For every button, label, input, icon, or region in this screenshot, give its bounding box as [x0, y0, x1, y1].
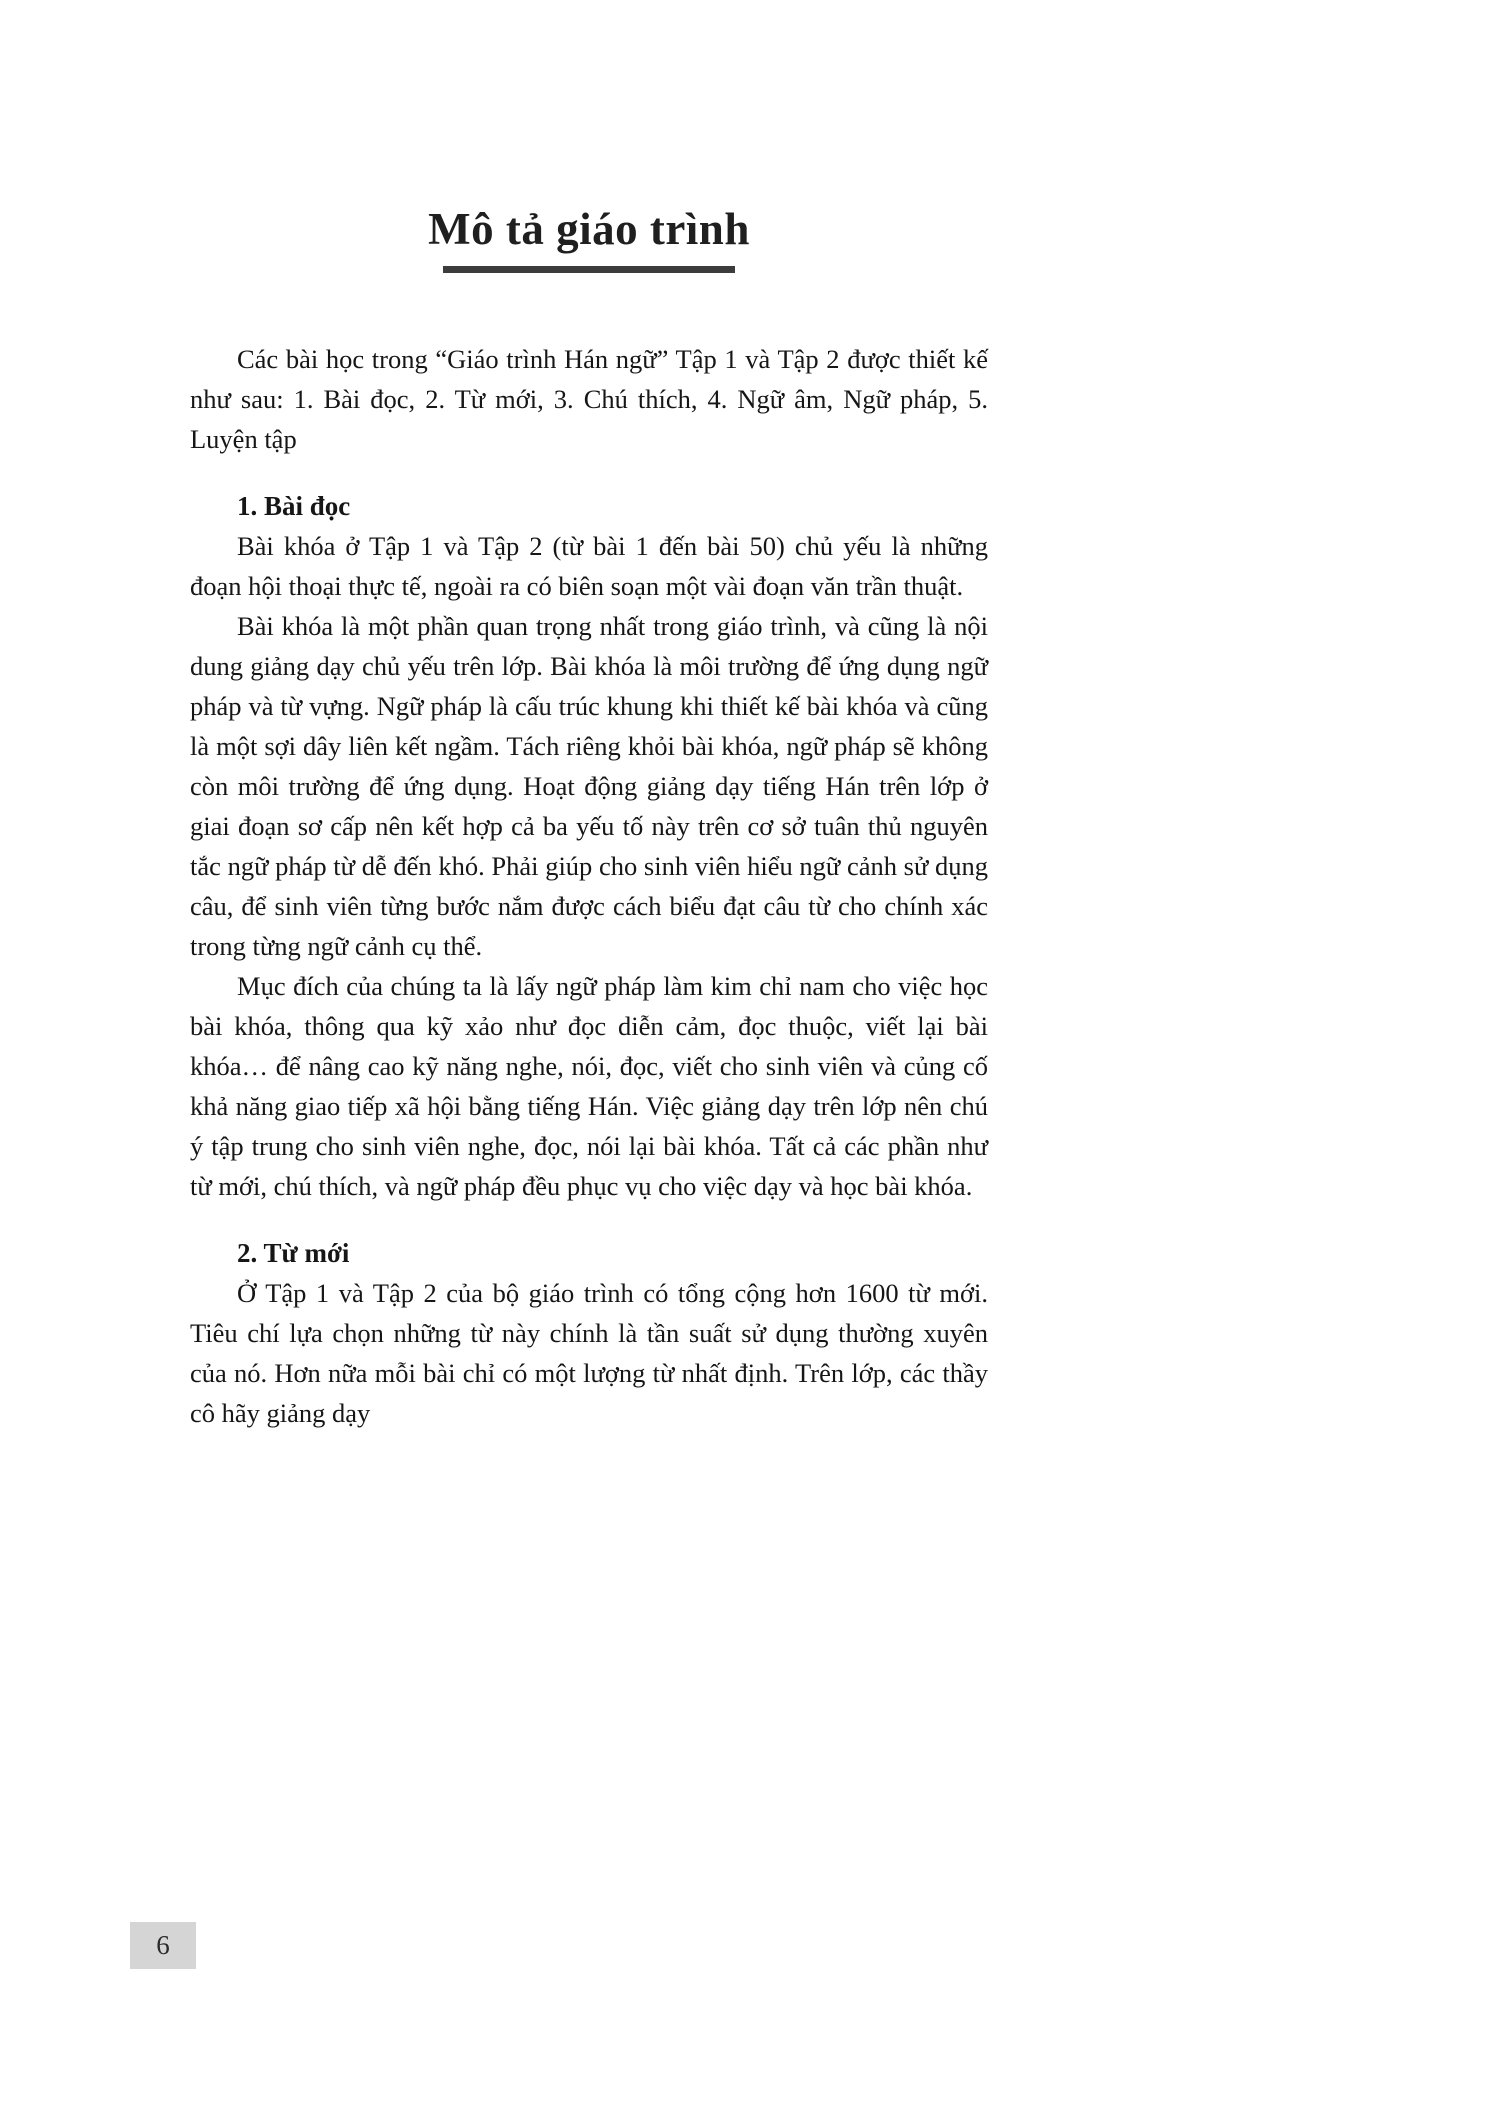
- section-1-heading: 1. Bài đọc: [237, 491, 351, 521]
- intro-paragraph: Các bài học trong “Giáo trình Hán ngữ” Tập 1 và Tập 2 được thiết kế như sau: 1. Bài đọc, 2. Từ mới, 3. Chú thích, 4. Ngữ âm, Ngữ pháp, 5. Luyện tập: [190, 344, 988, 454]
- title-underline-rule: [443, 266, 735, 273]
- section-2-heading: 2. Từ mới: [237, 1238, 350, 1268]
- page-title: Mô tả giáo trình: [428, 204, 750, 254]
- paragraph: Ở Tập 1 và Tập 2 của bộ giáo trình có tổng cộng hơn 1600 từ mới. Tiêu chí lựa chọn những từ này chính là tần suất sử dụng thường xuyên của nó. Hơn nữa mỗi bài chỉ có một lượng từ nhất định. Trên lớp, các thầy cô hãy giảng dạy: [190, 1278, 988, 1428]
- paragraph: Bài khóa là một phần quan trọng nhất trong giáo trình, và cũng là nội dung giảng dạy chủ yếu trên lớp. Bài khóa là môi trường để ứng dụng ngữ pháp và từ vựng. Ngữ pháp là cấu trúc khung khi thiết kế bài khóa và cũng là một sợi dây liên kết ngầm. Tách riêng khỏi bài khóa, ngữ pháp sẽ không còn môi trường để ứng dụng. Hoạt động giảng dạy tiếng Hán trên lớp ở giai đoạn sơ cấp nên kết hợp cả ba yếu tố này trên cơ sở tuân thủ nguyên tắc ngữ pháp từ dễ đến khó. Phải giúp cho sinh viên hiểu ngữ cảnh sử dụng câu, để sinh viên từng bước nắm được cách biểu đạt câu từ cho chính xác trong từng ngữ cảnh cụ thể.: [190, 611, 988, 961]
- page-content: [190, 200, 988, 1433]
- page-number-label: 6: [156, 1930, 170, 1960]
- page-number: [130, 1922, 196, 1969]
- paragraph: Bài khóa ở Tập 1 và Tập 2 (từ bài 1 đến bài 50) chủ yếu là những đoạn hội thoại thực tế, ngoài ra có biên soạn một vài đoạn văn trần thuật.: [190, 531, 988, 601]
- paragraph: Mục đích của chúng ta là lấy ngữ pháp làm kim chỉ nam cho việc học bài khóa, thông qua kỹ xảo như đọc diễn cảm, đọc thuộc, viết lại bài khóa… để nâng cao kỹ năng nghe, nói, đọc, viết cho sinh viên và củng cố khả năng giao tiếp xã hội bằng tiếng Hán. Việc giảng dạy trên lớp nên chú ý tập trung cho sinh viên nghe, đọc, nói lại bài khóa. Tất cả các phần như từ mới, chú thích, và ngữ pháp đều phục vụ cho việc dạy và học bài khóa.: [190, 971, 988, 1201]
